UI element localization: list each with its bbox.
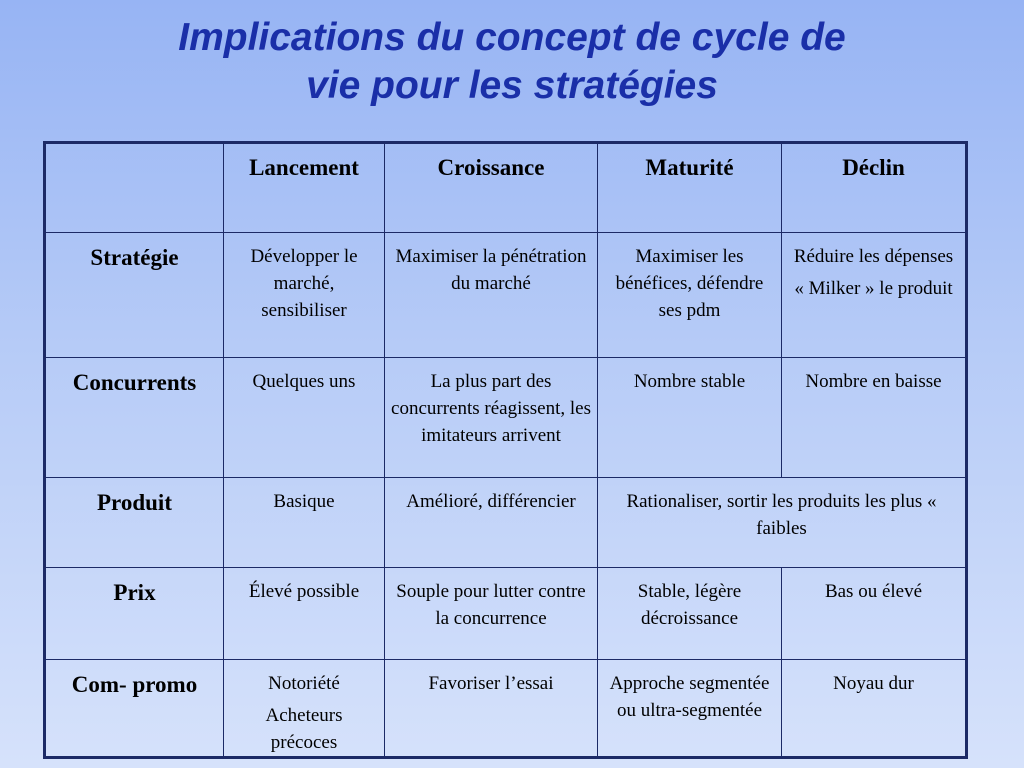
table-row-com-promo bbox=[45, 660, 967, 758]
table-row-strategie bbox=[45, 233, 967, 358]
slide-title-line-1: Implications du concept de cycle de bbox=[178, 16, 846, 59]
cell-prix-maturite: Stable, légère décroissance bbox=[598, 568, 782, 660]
header-lancement: Lancement bbox=[224, 143, 385, 233]
cell-com-promo-croissance: Favoriser l’essai bbox=[385, 660, 598, 758]
slide-title-line-2: vie pour les stratégies bbox=[306, 64, 718, 107]
cell-concurrents-declin: Nombre en baisse bbox=[782, 358, 967, 478]
header-croissance: Croissance bbox=[385, 143, 598, 233]
header-corner-cell bbox=[45, 143, 224, 233]
cell-strategie-declin-line-2: « Milker » le produit bbox=[794, 278, 953, 299]
cell-produit-croissance: Amélioré, différencier bbox=[385, 478, 598, 568]
cell-com-promo-lancement bbox=[224, 660, 385, 758]
row-header-concurrents: Concurrents bbox=[45, 358, 224, 478]
row-header-strategie: Stratégie bbox=[45, 233, 224, 358]
row-header-com-promo: Com- promo bbox=[45, 660, 224, 758]
row-header-prix: Prix bbox=[45, 568, 224, 660]
cell-com-promo-lancement-line-2: Acheteurs précoces bbox=[265, 705, 343, 753]
cell-prix-lancement: Élevé possible bbox=[224, 568, 385, 660]
table-row-produit bbox=[45, 478, 967, 568]
cell-produit-maturite-declin: Rationaliser, sortir les produits les plus « faibles bbox=[598, 478, 967, 568]
cell-com-promo-maturite: Approche segmentée ou ultra-segmentée bbox=[598, 660, 782, 758]
cell-strategie-lancement: Développer le marché, sensibiliser bbox=[224, 233, 385, 358]
header-maturite: Maturité bbox=[598, 143, 782, 233]
table-row-prix bbox=[45, 568, 967, 660]
cell-com-promo-declin: Noyau dur bbox=[782, 660, 967, 758]
cell-prix-croissance: Souple pour lutter contre la concurrence bbox=[385, 568, 598, 660]
table-header-row bbox=[45, 143, 967, 233]
cell-strategie-maturite: Maximiser les bénéfices, défendre ses pdm bbox=[598, 233, 782, 358]
slide-title bbox=[0, 14, 1024, 110]
cell-com-promo-lancement-line-1: Notoriété bbox=[268, 673, 340, 694]
cell-concurrents-maturite: Nombre stable bbox=[598, 358, 782, 478]
cell-strategie-declin bbox=[782, 233, 967, 358]
header-declin: Déclin bbox=[782, 143, 967, 233]
table-row-concurrents bbox=[45, 358, 967, 478]
row-header-produit: Produit bbox=[45, 478, 224, 568]
cell-concurrents-croissance: La plus part des concurrents réagissent, les imitateurs arrivent bbox=[385, 358, 598, 478]
cell-strategie-croissance: Maximiser la pénétration du marché bbox=[385, 233, 598, 358]
lifecycle-strategy-table bbox=[43, 141, 968, 759]
cell-concurrents-lancement: Quelques uns bbox=[224, 358, 385, 478]
cell-prix-declin: Bas ou élevé bbox=[782, 568, 967, 660]
cell-produit-lancement: Basique bbox=[224, 478, 385, 568]
cell-strategie-declin-line-1: Réduire les dépenses bbox=[793, 246, 954, 267]
